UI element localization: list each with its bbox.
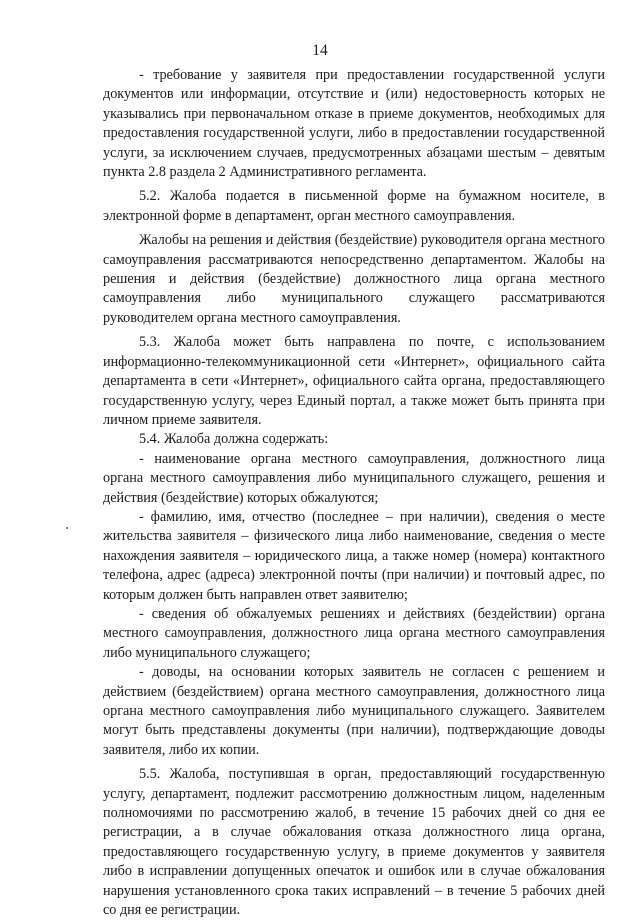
paragraph-5-3: 5.3. Жалоба может быть направлена по почте, с использованием информационно-телекоммуникационной сети «Интернет», официального сайта департамента в сети «Интернет», официального сайта органа, предоставляющего государственную услугу, через Единый портал, а также может быть принята при личном приеме заявителя. (103, 334, 605, 428)
list-item-applicant-info: - фамилию, имя, отчество (последнее – при наличии), сведения о месте жительства заявителя – физического лица либо наименование, сведения о месте нахождения заявителя – юридического лица, а также номер (номера) контактного телефона, адрес (адреса) электронной почты (при наличии) и почтовый адрес, по которым должен быть направлен ответ заявителю; (103, 508, 605, 603)
document-body (103, 66, 605, 920)
paragraph-requirement-documents: - требование у заявителя при предоставлении государственной услуги документов или информации, отсутствие и (или) недостоверность которых не указывались при первоначальном отказе в приеме документов, необходимых для предоставления государственной услуги, либо в предоставлении государственной услуги, за исключением случаев, предусмотренных абзацами шестым – девятым пункта 2.8 раздела 2 Административного регламента. (103, 67, 605, 181)
paragraph-5-2: 5.2. Жалоба подается в письменной форме на бумажном носителе, в электронной форме в департамент, орган местного самоуправления. (103, 188, 605, 224)
paragraph-5-5: 5.5. Жалоба, поступившая в орган, предоставляющий государственную услугу, департамент, подлежит рассмотрению должностным лицом, наделенным полномочиями по рассмотрению жалоб, в течение 15 рабочих дней со дня ее регистрации, а в случае обжалования отказа должностного лица органа, предоставляющего государственную услугу, в приеме документов у заявителя либо в исправлении допущенных опечаток и ошибок или в случае обжалования нарушения установленного срока таких исправлений – в течение 5 рабочих дней со дня ее регистрации. (103, 766, 605, 919)
paragraph-5-4: 5.4. Жалоба должна содержать: (139, 431, 329, 448)
paragraph-complaints-review: Жалобы на решения и действия (бездействие) руководителя органа местного самоуправления рассматриваются непосредственно департаментом. Жалобы на решения и действия (бездействие) должностного лица органа местного самоуправления либо муниципального служащего рассматриваются руководителем органа местного самоуправления. (103, 232, 605, 326)
list-item-arguments: - доводы, на основании которых заявитель не согласен с решением и действием (бездействием) органа местного самоуправления, должностного лица органа местного самоуправления либо муниципального служащего. Заявителем могут быть представлены документы (при наличии), подтверждающие доводы заявителя, либо их копии. (103, 664, 605, 758)
page-number: 14 (312, 42, 328, 59)
margin-mark (66, 527, 68, 529)
list-item-appealed-decisions: - сведения об обжалуемых решениях и действиях (бездействии) органа местного самоуправления, должностного лица органа местного самоуправления либо муниципального служащего; (103, 605, 605, 661)
list-item-organ-name: - наименование органа местного самоуправления, должностного лица органа местного самоуправления либо муниципального служащего, решения и действия (бездействие) которых обжалуются; (103, 450, 605, 506)
